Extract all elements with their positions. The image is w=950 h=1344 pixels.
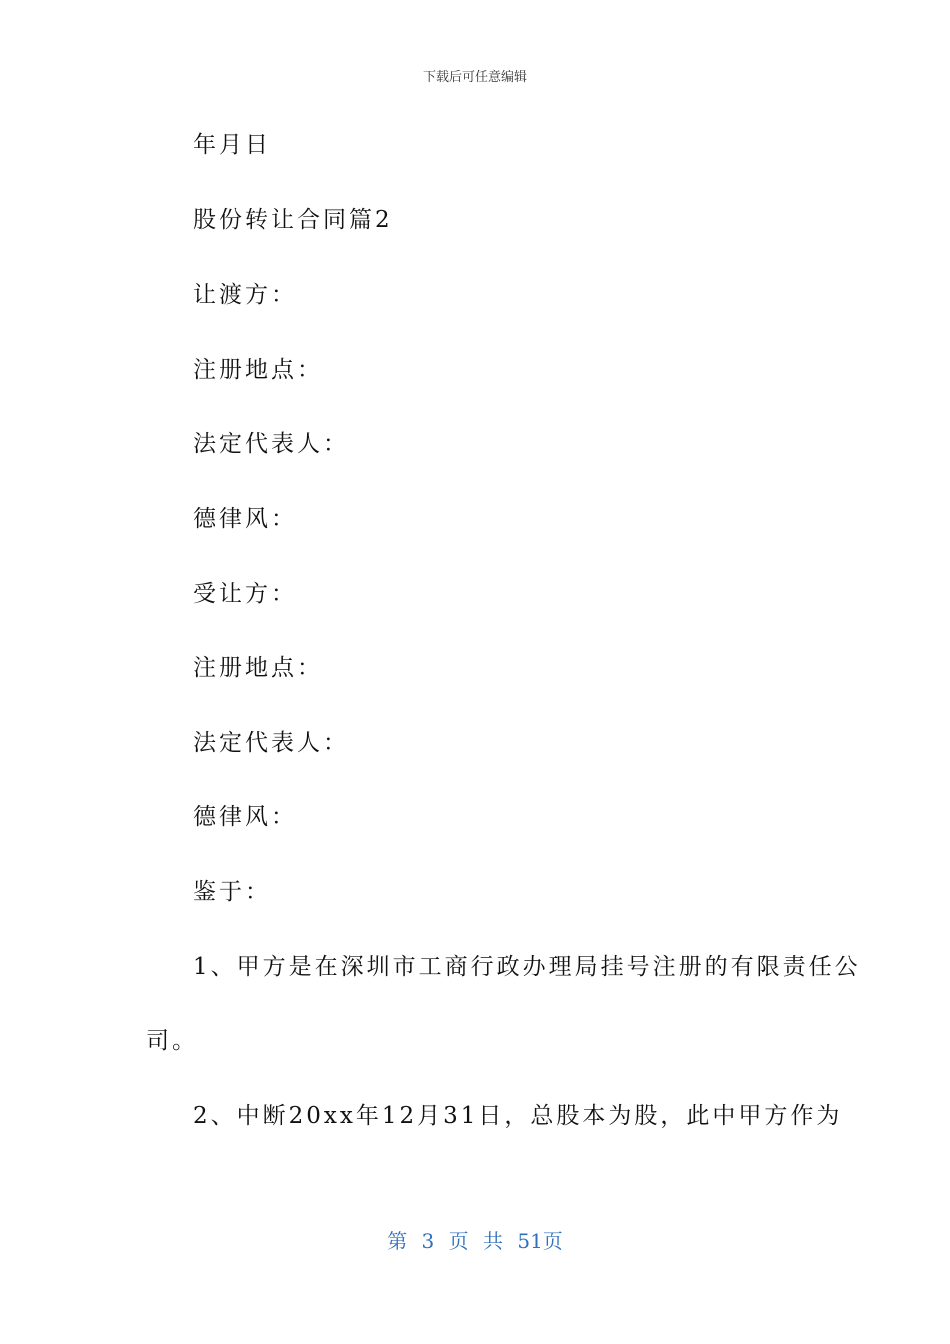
transferee-label: 受让方： — [193, 581, 297, 607]
page-number: 第 3 页 共 51页 — [387, 1229, 563, 1253]
transferee-phone-label: 德律风： — [193, 804, 297, 830]
transferor-phone-label: 德律风： — [193, 506, 297, 532]
transferee-address-label: 注册地点： — [193, 655, 323, 681]
whereas-label: 鉴于： — [193, 879, 271, 905]
transferor-representative-label: 法定代表人： — [193, 431, 349, 457]
transferee-representative-label: 法定代表人： — [193, 730, 349, 756]
section-title: 股份转让合同篇2 — [193, 207, 393, 233]
clause-2-line-1: 2、中断20xx年12月31日，总股本为股，此中甲方作为 — [193, 1103, 843, 1129]
transferor-address-label: 注册地点： — [193, 357, 323, 383]
clause-1-line-2: 司。 — [146, 1028, 198, 1054]
header-note: 下载后可任意编辑 — [422, 70, 527, 85]
clause-1-line-1: 1、甲方是在深圳市工商行政办理局挂号注册的有限责任公 — [193, 954, 861, 980]
date-line: 年月日 — [193, 132, 271, 158]
transferor-label: 让渡方： — [193, 282, 297, 308]
